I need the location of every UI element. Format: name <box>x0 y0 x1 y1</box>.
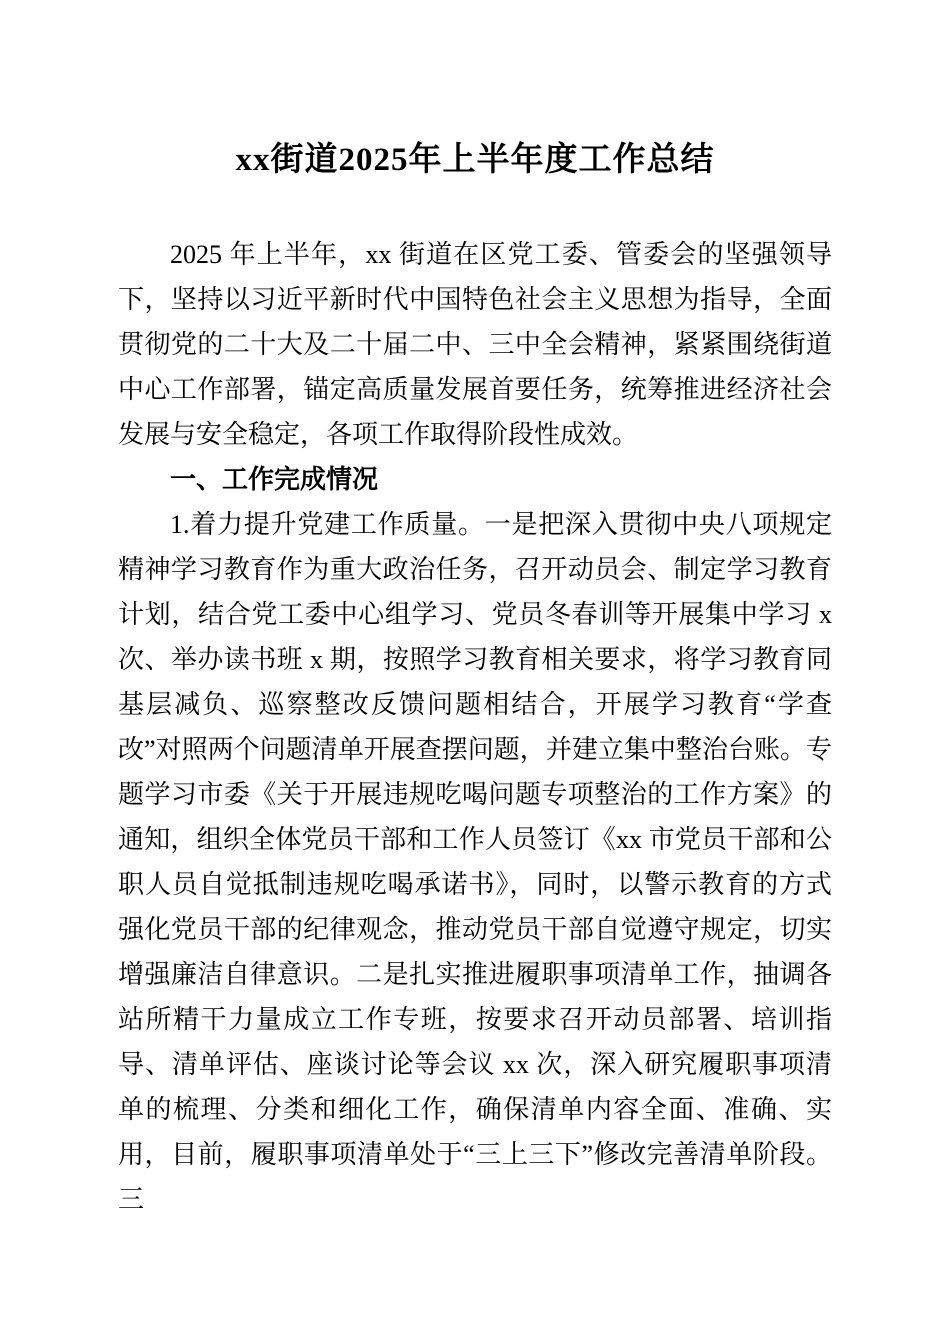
section-1-body-paragraph: 1.着力提升党建工作质量。一是把深入贯彻中央八项规定精神学习教育作为重大政治任务，召开动员会、制定学习教育计划，结合党工委中心组学习、党员冬春训等开展集中学习 x 次、举办读书班 x 期，按照学习教育相关要求，将学习教育同基层减负、巡察整改反馈问题相结合，开展学习教育“学查改”对照两个问题清单开展查摆问题，并建立集中整治台账。专题学习市委《关于开展违规吃喝问题专项整治的工作方案》的通知，组织全体党员干部和工作人员签订《xx 市党员干部和公职人员自觉抵制违规吃喝承诺书》，同时，以警示教育的方式强化党员干部的纪律观念，推动党员干部自觉遵守规定，切实增强廉洁自律意识。二是扎实推进履职事项清单工作，抽调各站所精干力量成立工作专班，按要求召开动员部署、培训指导、清单评估、座谈讨论等会议 xx 次，深入研究履职事项清单的梳理、分类和细化工作，确保清单内容全面、准确、实用，目前，履职事项清单处于“三上三下”修改完善清单阶段。三 <box>118 510 832 1214</box>
section-heading-1: 一、工作完成情况 <box>170 464 379 494</box>
intro-paragraph: 2025 年上半年，xx 街道在区党工委、管委会的坚强领导下，坚持以习近平新时代中国特色社会主义思想为指导，全面贯彻党的二十大及二十届二中、三中全会精神，紧紧围绕街道中心工作部署，锚定高质量发展首要任务，统筹推进经济社会发展与安全稳定，各项工作取得阶段性成效。 <box>118 240 832 449</box>
document-title: xx街道2025年上半年度工作总结 <box>235 142 715 178</box>
